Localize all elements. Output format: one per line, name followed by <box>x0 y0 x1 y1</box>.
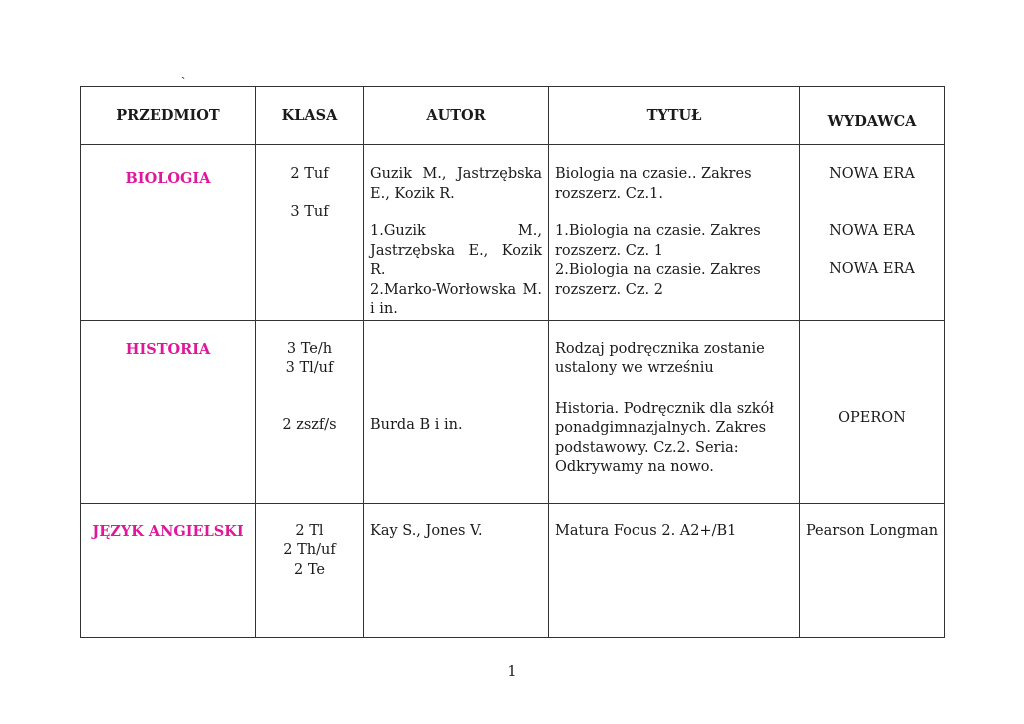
page-number: 1 <box>507 664 517 680</box>
author-cell <box>364 320 549 503</box>
author-value: Burda B i in. <box>370 416 463 433</box>
publisher-value: NOWA ERA <box>829 261 915 277</box>
class-value: 3 Te/h 3 Tl/uf <box>285 340 334 376</box>
class-value: 2 Tuf <box>290 166 329 182</box>
author-value: 1.Guzik M., Jastrzębska E., Kozik R. 2.Marko-Worłowska M. i in. <box>370 223 542 317</box>
publisher-value: Pearson Longman <box>805 522 939 539</box>
header-class: KLASA <box>256 87 364 145</box>
publisher-cell <box>800 503 945 637</box>
class-value: 3 Tuf <box>290 203 329 220</box>
class-cell <box>256 145 364 321</box>
subject-cell <box>81 145 256 321</box>
subject-historia: HISTORIA <box>125 340 211 358</box>
publisher-value: NOWA ERA <box>829 166 915 182</box>
title-value: Matura Focus 2. A2+/B1 <box>555 522 737 539</box>
header-author: AUTOR <box>364 87 549 145</box>
table-row <box>81 320 945 503</box>
title-value: Rodzaj podręcznika zostanie ustalony we wrześniu <box>555 340 765 376</box>
publisher-value: OPERON <box>838 409 906 426</box>
title-value: 1.Biologia na czasie. Zakres rozszerz. Cz. 1 2.Biologia na czasie. Zakres rozszerz. Cz. 2 <box>555 223 761 298</box>
header-subject: PRZEDMIOT <box>81 87 256 145</box>
textbook-table <box>80 86 945 638</box>
author-cell <box>364 503 549 637</box>
stray-mark: ` <box>181 74 186 89</box>
class-value: 2 zszf/s <box>282 416 337 433</box>
author-cell <box>364 145 549 321</box>
table-row <box>81 145 945 321</box>
author-value: Guzik M., Jastrzębska E., Kozik R. <box>370 166 542 202</box>
class-value: 2 Tl 2 Th/uf 2 Te <box>283 522 336 578</box>
table-row <box>81 503 945 637</box>
publisher-cell <box>800 145 945 321</box>
class-cell <box>256 320 364 503</box>
subject-cell <box>81 503 256 637</box>
title-cell <box>549 320 800 503</box>
publisher-value: NOWA ERA <box>829 222 915 239</box>
subject-biologia: BIOLOGIA <box>125 170 211 187</box>
title-value: Historia. Podręcznik dla szkół ponadgimnazjalnych. Zakres podstawowy. Cz.2. Seria: Odkrywamy na nowo. <box>555 400 775 475</box>
header-publisher: WYDAWCA <box>800 87 945 145</box>
author-value: Kay S., Jones V. <box>370 522 483 539</box>
publisher-cell <box>800 320 945 503</box>
table-header-row <box>81 87 945 145</box>
title-cell <box>549 145 800 321</box>
title-value: Biologia na czasie.. Zakres rozszerz. Cz.1. <box>555 166 752 202</box>
subject-cell <box>81 320 256 503</box>
title-cell <box>549 503 800 637</box>
class-cell <box>256 503 364 637</box>
header-title: TYTUŁ <box>549 87 800 145</box>
subject-jezyk-angielski: JĘZYK ANGIELSKI <box>92 522 244 540</box>
